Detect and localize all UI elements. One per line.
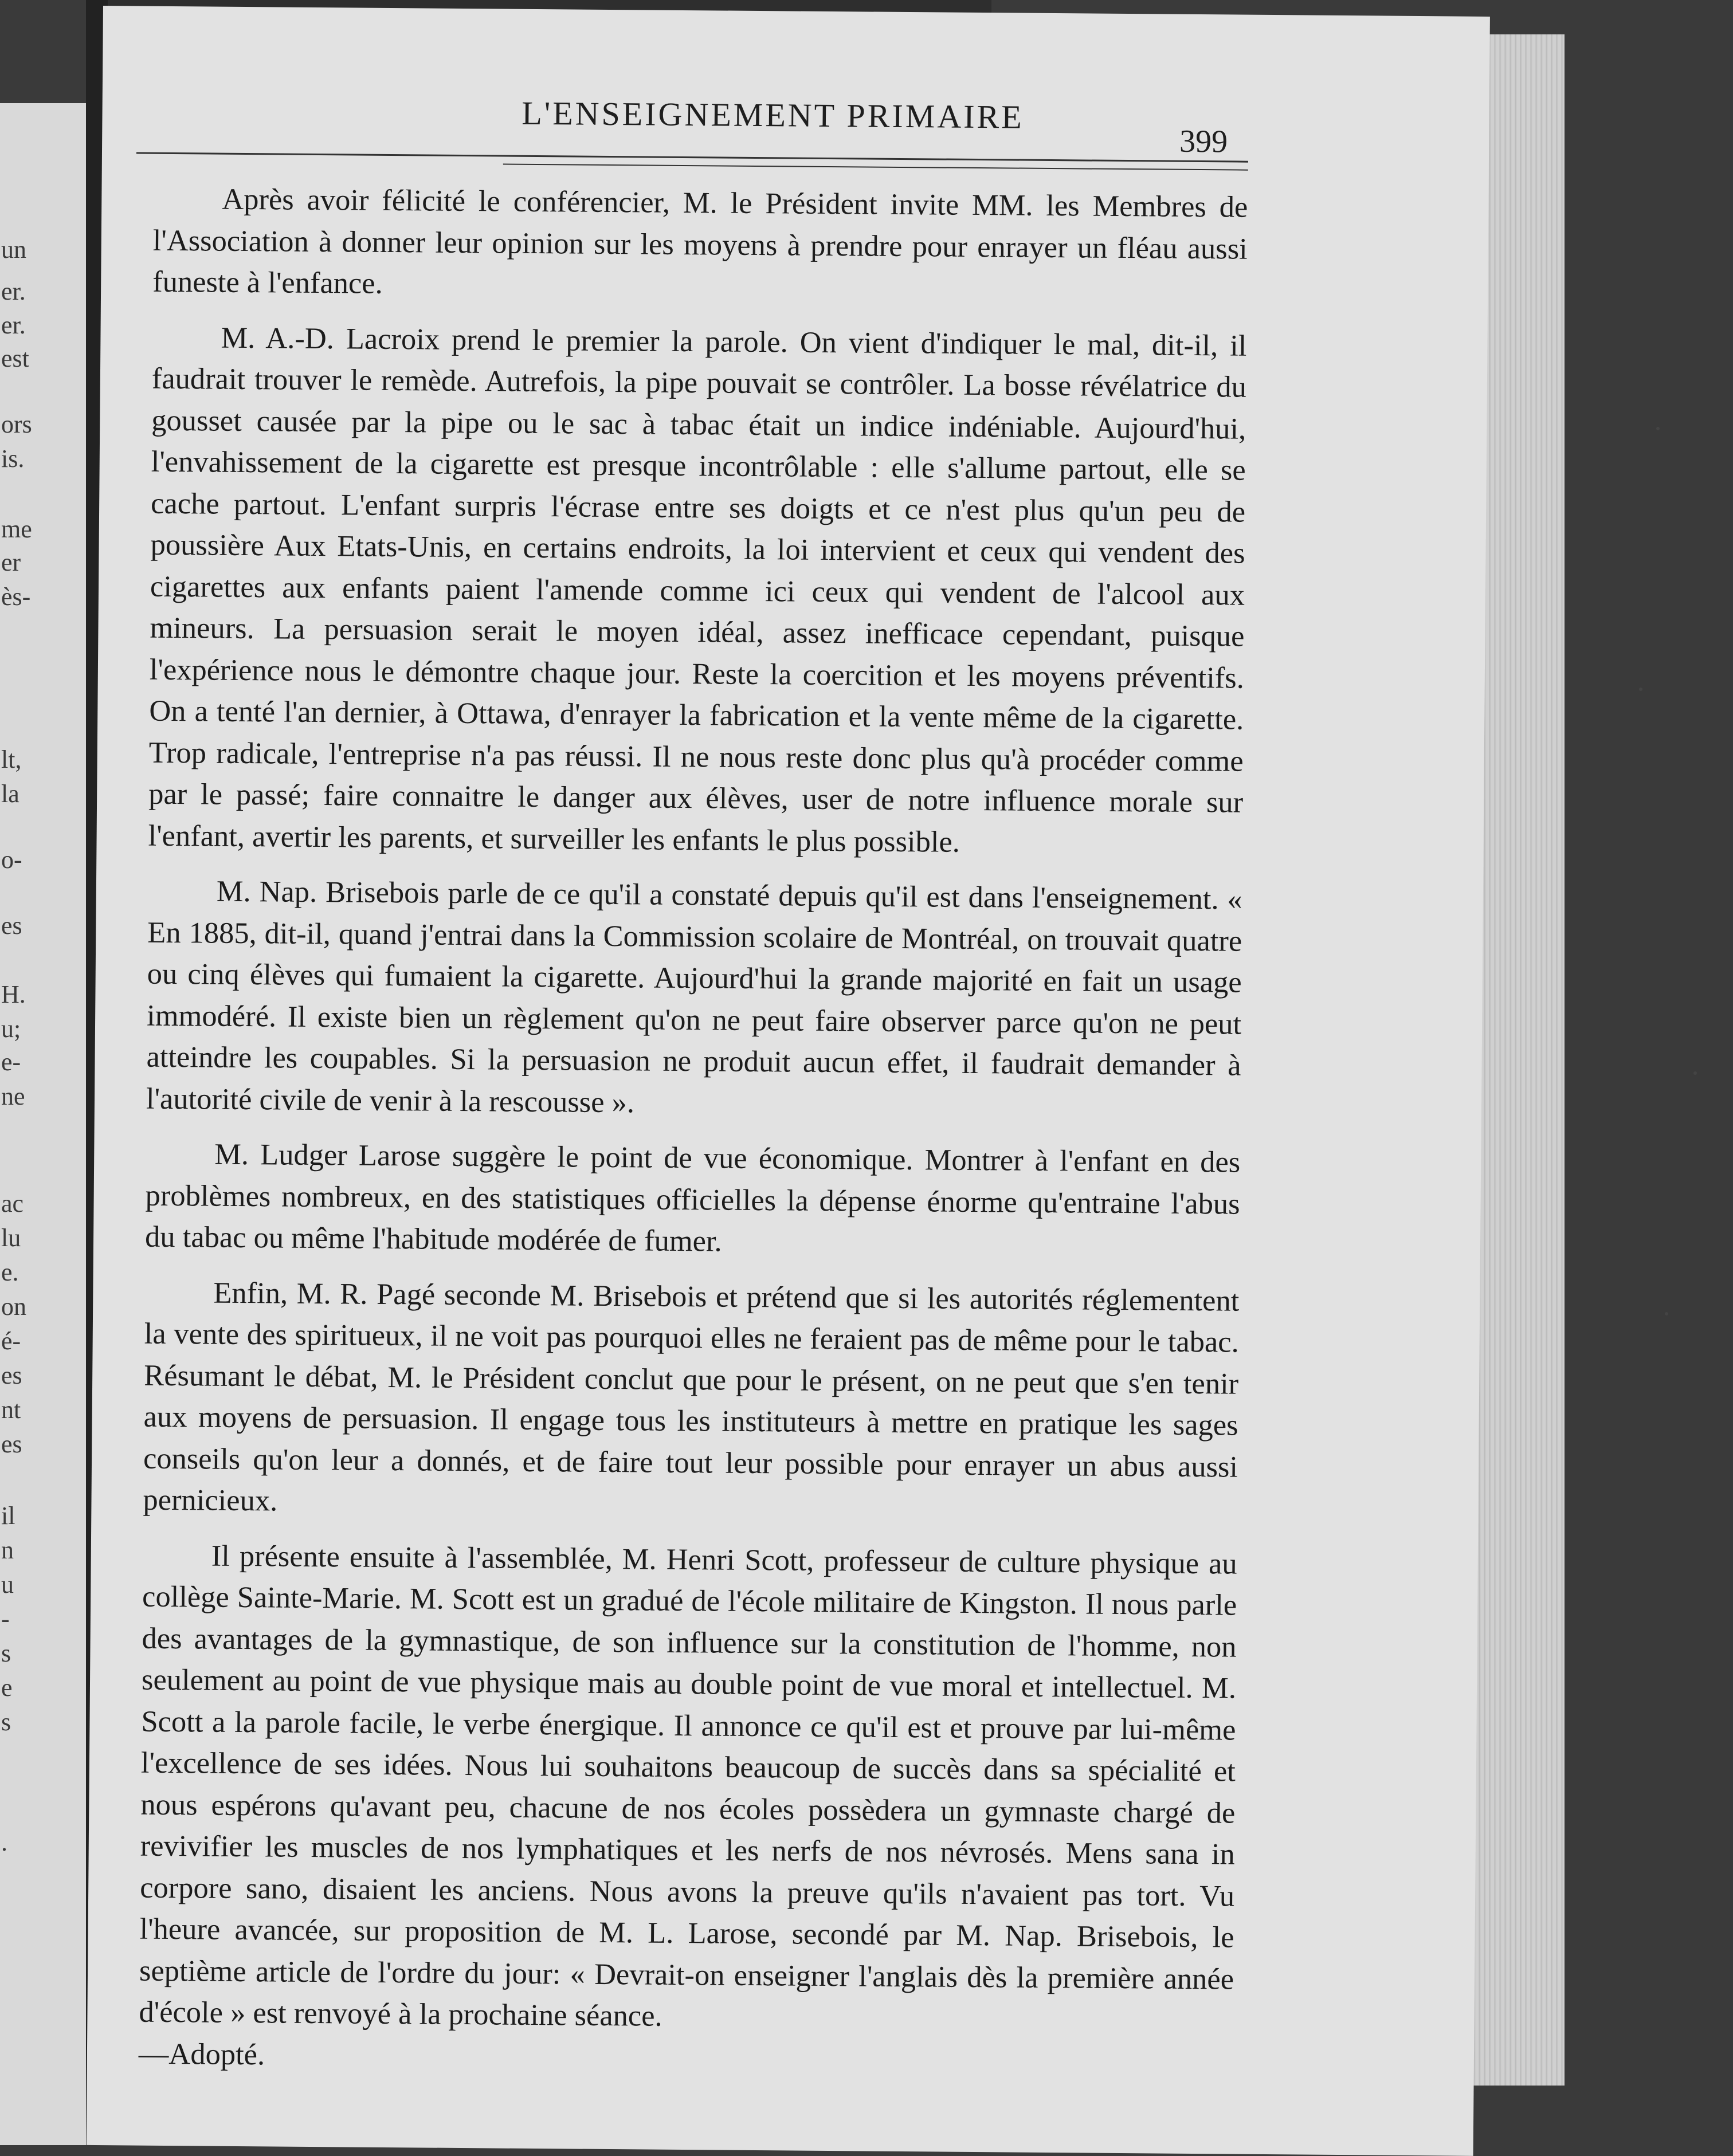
left-fragment: er. <box>1 311 26 339</box>
left-fragment: u <box>1 1570 14 1599</box>
left-fragment: e. <box>1 1258 19 1286</box>
left-fragment: e <box>1 1674 13 1702</box>
left-fragment: es <box>1 1361 22 1389</box>
header-rule-secondary <box>503 163 1248 170</box>
left-fragment: ne <box>1 1082 25 1110</box>
page-number: 399 <box>1179 123 1228 160</box>
left-fragment: ors <box>1 410 32 438</box>
left-fragment: s <box>1 1639 11 1667</box>
left-fragment: o- <box>1 846 22 874</box>
left-fragment: on <box>1 1293 26 1321</box>
paragraph: M. Ludger Larose suggère le point de vue économique. Montrer à l'enfant en des problèmes nombreux, en des statistiques officielles la dépense énorme qu'entraine l'abus du tabac ou même l'habitude modérée de fumer. <box>144 1137 1241 1258</box>
left-fragment: un <box>1 235 26 264</box>
paragraph: Enfin, M. R. Pagé seconde M. Brisebois et prétend que si les autorités réglementent la vente des spiritueux, il ne voit pas pourquoi elles ne feraient pas de même pour le tabac. Résumant le débat, M. le Président conclut que pour le présent, on ne peut que s'en tenir aux moyens de persuasion. Il engage tous les instituteurs à mettre en pratique les sages conseils qu'on leur a donnés, et de faire tout leur possible pour enrayer un abus aussi pernicieux. <box>143 1276 1240 1518</box>
paragraph: M. Nap. Brisebois parle de ce qu'il a constaté depuis qu'il est dans l'enseignement. « En 1885, dit-il, quand j'entrai dans la Commission scolaire de Montréal, on trouvait quatre ou cinq élèves qui fumaient la cigarette. Aujourd'hui la grande majorité en fait un usage immodéré. Il existe bien un règlement qu'on ne peut faire observer parce qu'on ne peut atteindre les coupables. Si la persuasion ne produit aucun effet, il faudrait demander à l'autorité civile de venir à la rescousse ». <box>146 874 1243 1119</box>
paragraph: Il présente ensuite à l'assemblée, M. Henri Scott, professeur de culture physique au collège Sainte-Marie. M. Scott est un gradué de l'école militaire de Kingston. Il nous parle des avantages de la gymnastique, de son influence sur la constitution de l'homme, non seulement au point de vue physique mais au double point de vue moral et intellectuel. M. Scott a la parole facile, le verbe énergique. Il annonce ce qu'il est et prouve par lui-même l'excellence de ses idées. Nous lui souhaitons beaucoup de succès dans sa spécialité et nous espérons qu'avant peu, chacune de nos écoles possèdera un gymnaste chargé de revivifier les muscles de nos lymphatiques et les nerfs de nos névrosés. Mens sana in corpore sano, disaient les anciens. Nous avons la preuve qu'ils n'avaient pas tort. Vu l'heure avancée, sur proposition de M. L. Larose, secondé par M. Nap. Brisebois, le septième article de l'ordre du jour: « Devrait-on enseigner l'anglais dès la première année d'école » est renvoyé à la prochaine séance. <box>139 1539 1237 2033</box>
scan-speck <box>1639 688 1642 691</box>
left-fragment: - <box>1 1605 10 1633</box>
paragraph: Après avoir félicité le conférencier, M. le Président invite MM. les Membres de l'Association à donner leur opinion sur les moyens à prendre pour enrayer un fléau aussi funeste à l'enfance. <box>152 182 1248 300</box>
left-fragment: ac <box>1 1189 24 1218</box>
left-fragment: es <box>1 912 22 940</box>
header-rule <box>136 152 1248 162</box>
left-fragment: ès- <box>1 583 31 611</box>
left-fragment: u; <box>1 1015 21 1043</box>
left-fragment: é- <box>1 1327 21 1355</box>
left-fragment: lu <box>1 1224 21 1252</box>
left-fragment: me <box>1 515 32 543</box>
left-fragment: H. <box>1 980 26 1008</box>
left-fragment: . <box>1 1828 7 1856</box>
scan-speck <box>1656 427 1660 430</box>
running-head: L'ENSEIGNEMENT PRIMAIRE <box>522 94 1024 136</box>
left-fragment: lt, <box>1 745 22 773</box>
left-fragment: is. <box>1 445 25 473</box>
left-fragment: la <box>1 780 19 808</box>
book-page <box>87 6 1490 2156</box>
left-fragment: nt <box>1 1396 21 1424</box>
left-fragment: er. <box>1 277 26 305</box>
left-fragment: s <box>1 1708 11 1736</box>
left-fragment: er <box>1 548 21 576</box>
left-fragment: il <box>1 1502 15 1530</box>
left-fragment: n <box>1 1536 14 1564</box>
paragraph: —Adopté. <box>138 2037 265 2071</box>
facing-page-edge <box>0 103 86 2145</box>
left-fragment: e- <box>1 1048 21 1076</box>
paragraph: M. A.-D. Lacroix prend le premier la parole. On vient d'indiquer le mal, dit-il, il faudrait trouver le remède. Autrefois, la pipe pouvait se contrôler. La bosse révélatrice du gousset causée par la pipe ou le sac à tabac était un indice indéniable. Aujourd'hui, l'envahissement de la cigarette est presque incontrôlable : elle s'allume partout, elle se cache partout. L'enfant surpris l'écrase entre ses doigts et ce n'est plus qu'un peu de poussière Aux Etats-Unis, en certains endroits, la loi intervient et ceux qui vendent des cigarettes aux enfants paient l'amende comme ici ceux qui vendent de l'alcool aux mineurs. La persuasion serait le moyen idéal, assez inefficace cependant, puisque l'expérience nous le démontre chaque jour. Reste la coercition et les moyens préventifs. On a tenté l'an dernier, à Ottawa, d'enrayer la fabrication et la vente même de la cigarette. Trop radicale, l'entreprise n'a pas réussi. Il ne nous reste donc plus qu'à procéder comme par le passé; faire connaitre le danger aux élèves, user de notre influence morale sur l'enfant, avertir les parents, et surveiller les enfants le plus possible. <box>148 321 1247 859</box>
scan-speck <box>1693 1071 1697 1075</box>
left-fragment: est <box>1 344 29 372</box>
scan-speck <box>1665 1312 1668 1315</box>
body-text <box>139 178 1248 2083</box>
left-fragment: es <box>1 1430 22 1458</box>
